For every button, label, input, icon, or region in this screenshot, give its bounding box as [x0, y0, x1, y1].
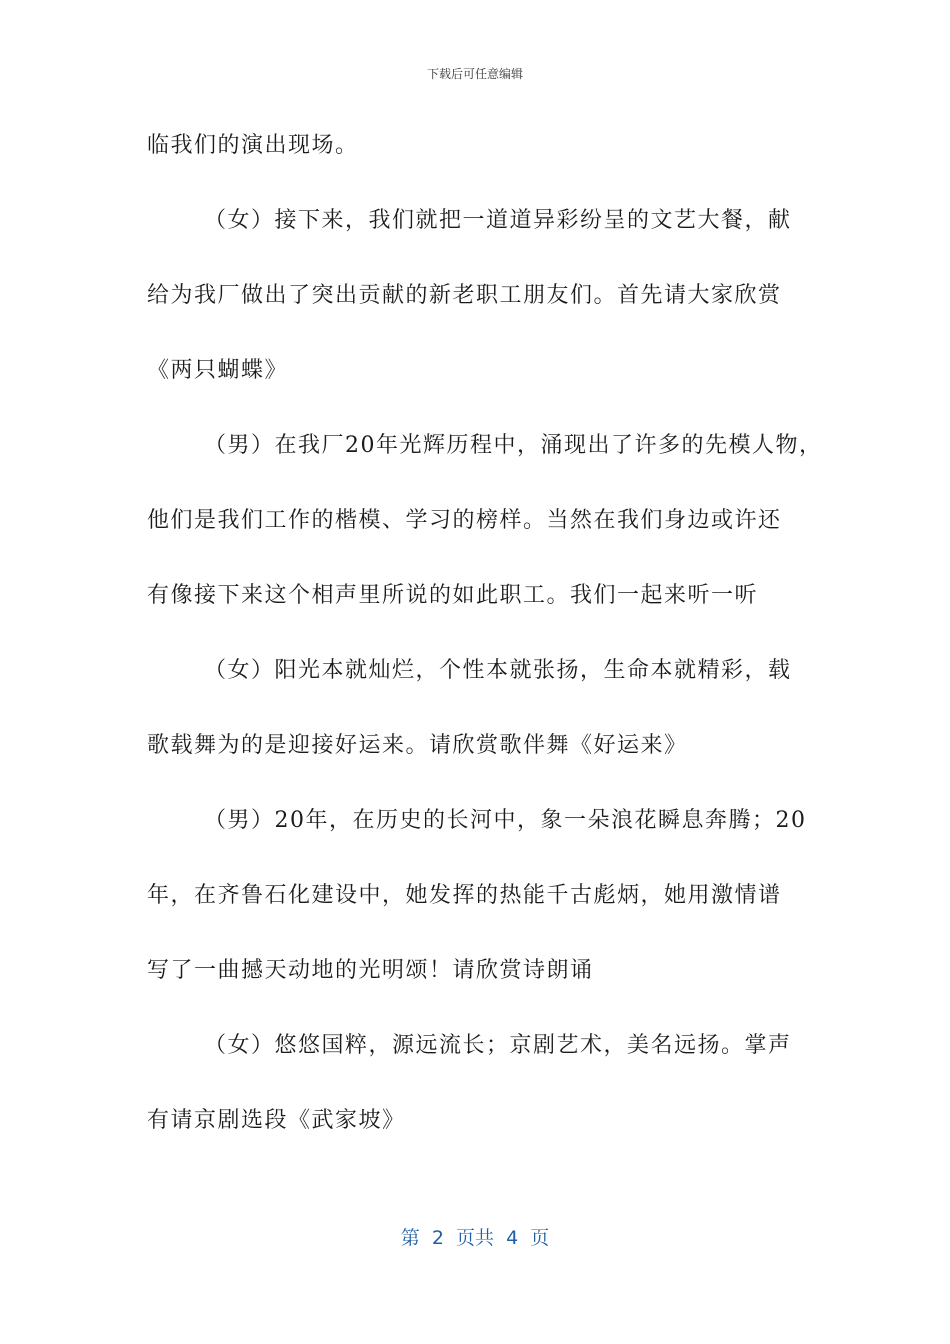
text-line: 歌载舞为的是迎接好运来。请欣赏歌伴舞《好运来》 — [147, 733, 688, 758]
text-line: （女）悠悠国粹，源远流长；京剧艺术，美名远扬。掌声 — [204, 1033, 792, 1058]
page-number-footer: 第 2 页共 4 页 — [400, 1227, 550, 1249]
page-header: 下载后可任意编辑 — [426, 67, 523, 81]
text-line: 临我们的演出现场。 — [147, 133, 359, 158]
text-line: （男）在我厂20年光辉历程中，涌现出了许多的先模人物， — [204, 433, 823, 458]
text-line: （女）阳光本就灿烂，个性本就张扬，生命本就精彩，载 — [204, 658, 792, 683]
text-line: 他们是我们工作的楷模、学习的榜样。当然在我们身边或许还 — [147, 508, 782, 533]
text-line: 有请京剧选段《武家坡》 — [147, 1108, 406, 1133]
text-line: （女）接下来，我们就把一道道异彩纷呈的文艺大餐，献 — [204, 208, 792, 233]
text-line: 有像接下来这个相声里所说的如此职工。我们一起来听一听 — [147, 583, 759, 608]
document-body — [147, 120, 827, 1170]
text-line: 《两只蝴蝶》 — [147, 358, 289, 383]
text-line: 年，在齐鲁石化建设中，她发挥的热能千古彪炳，她用激情谱 — [147, 883, 782, 908]
text-line: 给为我厂做出了突出贡献的新老职工朋友们。首先请大家欣赏 — [147, 283, 782, 308]
text-line: 写了一曲撼天动地的光明颂！请欣赏诗朗诵 — [147, 958, 594, 983]
text-line: （男）20年，在历史的长河中，象一朵浪花瞬息奔腾；20 — [204, 808, 807, 833]
